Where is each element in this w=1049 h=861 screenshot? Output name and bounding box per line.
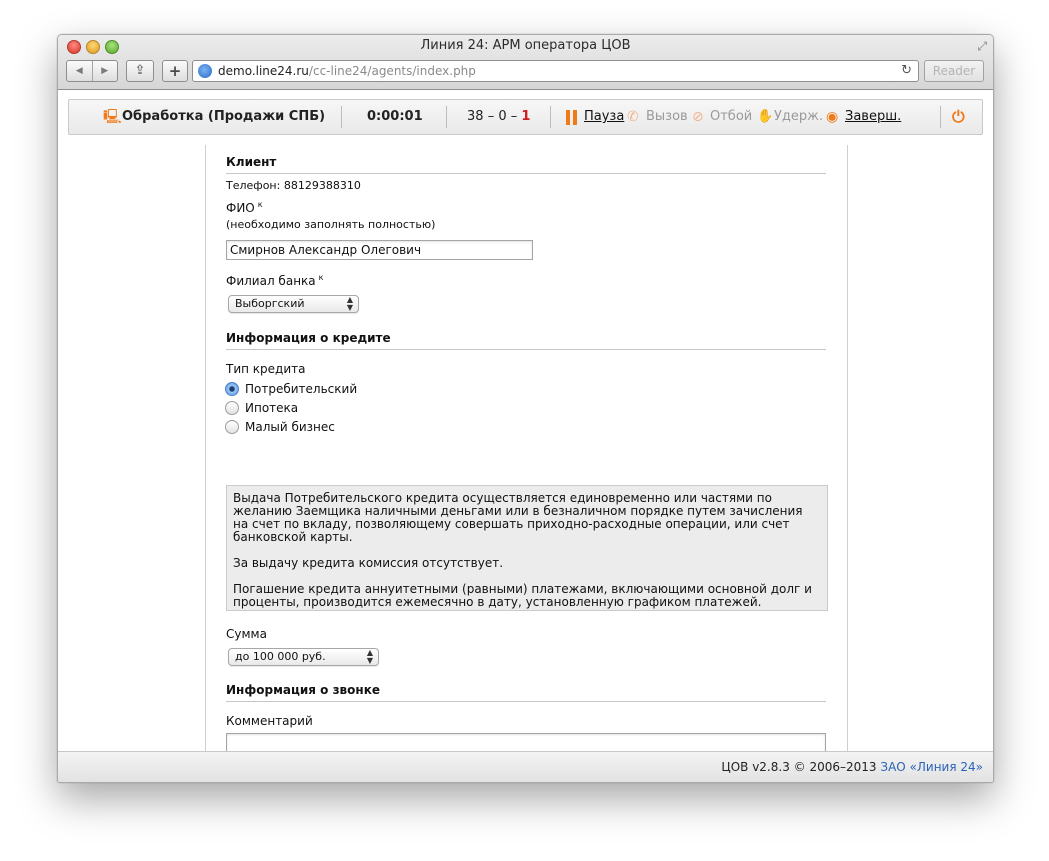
browser-toolbar: [58, 35, 993, 90]
description-paragraph: За выдачу кредита комиссия отсутствует.: [233, 556, 504, 570]
forward-button[interactable]: ▶: [101, 66, 109, 76]
operator-mode: Обработка (Продажи СПБ): [122, 109, 326, 124]
hold-button[interactable]: Удерж.: [774, 109, 824, 124]
power-icon[interactable]: ⏻: [952, 107, 965, 126]
form-panel: [205, 145, 848, 751]
url-text[interactable]: [218, 61, 476, 81]
comment-label: Комментарий: [226, 714, 313, 728]
radio-button[interactable]: [225, 420, 239, 434]
radio-button-checked[interactable]: [225, 382, 239, 396]
amount-select[interactable]: [228, 648, 379, 666]
required-mark: к: [257, 200, 263, 209]
phone-value: 88129388310: [283, 179, 361, 192]
radio-mortgage[interactable]: [225, 400, 298, 416]
radio-button[interactable]: [225, 401, 239, 415]
call-button[interactable]: Вызов: [646, 109, 688, 124]
browser-window: [57, 34, 994, 783]
hold-icon: ✋: [757, 109, 774, 124]
address-bar[interactable]: [192, 60, 919, 82]
fio-label: ФИО: [226, 201, 255, 215]
branch-select[interactable]: [228, 295, 359, 313]
pause-icon: [566, 110, 580, 129]
back-button[interactable]: ◀: [67, 61, 93, 81]
section-heading-credit: Информация о кредите: [226, 331, 826, 350]
monitor-icon: 🖳: [103, 109, 122, 125]
select-arrows-icon: ▲ ▼: [346, 295, 353, 312]
comment-textarea[interactable]: [226, 733, 826, 751]
radio-consumer[interactable]: [225, 381, 357, 397]
reject-button[interactable]: Отбой: [710, 109, 753, 124]
fio-input[interactable]: Смирнов Александр Олегович: [226, 240, 533, 260]
radio-label: Малый бизнес: [245, 420, 335, 434]
footer-text: [721, 752, 983, 783]
counter-separator: –: [510, 109, 518, 124]
url-host: demo.line24.ru: [218, 64, 309, 78]
operator-toolbar: [68, 99, 983, 135]
back-forward-group: [66, 60, 118, 82]
counter-separator: –: [487, 109, 495, 124]
reader-button[interactable]: Reader: [924, 60, 984, 82]
toolbar-divider: [446, 106, 447, 128]
globe-icon: [198, 64, 212, 78]
finish-button[interactable]: Заверш.: [845, 109, 902, 124]
queue-counters: [467, 100, 530, 134]
share-button[interactable]: ⇪: [126, 60, 154, 82]
fullscreen-icon[interactable]: ⤢: [977, 39, 987, 53]
version-text: ЦОВ v2.8.3 © 2006–2013: [721, 760, 877, 774]
required-mark: к: [318, 273, 324, 282]
description-paragraph: Выдача Потребительского кредита осуществляется единовременно или частями по желанию Заемщика наличными деньгами или в безналичном порядке путем зачисления на счет по вкладу, позволяющему совершать приходно-расходные операции, или счет банковской карты.: [233, 491, 803, 544]
branch-select-value: Выборгский: [235, 297, 305, 310]
status-footer: [58, 751, 993, 783]
phone-label: Телефон:: [226, 179, 281, 192]
credit-description-box: [226, 485, 828, 611]
window-title: Линия 24: АРМ оператора ЦОВ: [420, 38, 631, 53]
call-icon: ✆: [627, 109, 639, 125]
call-timer: 0:00:01: [367, 109, 423, 124]
reject-icon: ⊘: [692, 109, 704, 125]
radio-label: Ипотека: [245, 401, 299, 415]
url-path: /cc-line24/agents/index.php: [308, 64, 476, 78]
toolbar-divider: [940, 106, 941, 128]
amount-select-value: до 100 000 руб.: [235, 650, 326, 663]
branch-label-row: [226, 274, 323, 288]
company-link[interactable]: ЗАО «Линия 24»: [880, 760, 983, 774]
branch-label: Филиал банка: [226, 274, 316, 288]
fio-label-row: [226, 201, 263, 215]
credit-type-label: Тип кредита: [226, 362, 306, 376]
finish-icon: ◉: [826, 109, 839, 125]
reload-icon[interactable]: ↻: [901, 63, 912, 78]
radio-small-business[interactable]: [225, 419, 335, 435]
section-heading-call: Информация о звонке: [226, 683, 826, 702]
counter-active: 0: [498, 109, 507, 124]
add-bookmark-button[interactable]: +: [162, 60, 188, 82]
fio-hint: (необходимо заполнять полностью): [226, 218, 436, 231]
client-phone: [226, 179, 361, 192]
toolbar-divider: [341, 106, 342, 128]
pause-button[interactable]: Пауза: [584, 109, 625, 124]
section-heading-client: Клиент: [226, 155, 826, 174]
radio-label: Потребительский: [245, 382, 358, 396]
description-paragraph: Погашение кредита аннуитетными (равными) платежами, включающими основной долг и проценты, производится ежемесячно в дату, установленную графиком платежей.: [233, 582, 812, 609]
counter-waiting: 38: [467, 109, 484, 124]
counter-missed: 1: [521, 109, 531, 124]
select-arrows-icon: ▲ ▼: [366, 648, 373, 665]
amount-label: Сумма: [226, 627, 267, 641]
toolbar-divider: [550, 106, 551, 128]
